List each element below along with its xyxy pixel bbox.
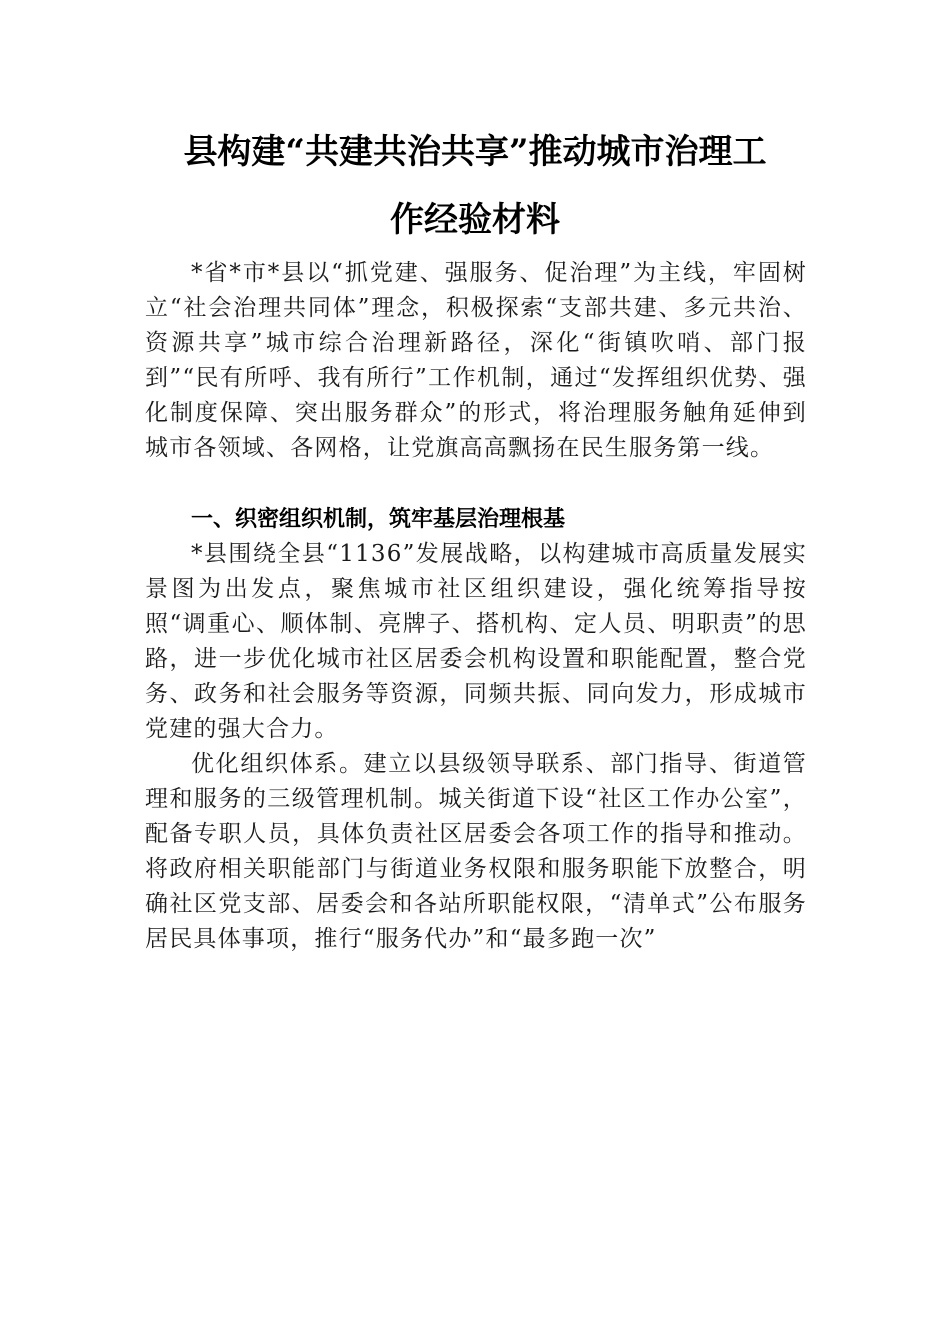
- body-paragraph: *县围绕全县“1136”发展战略，以构建城市高质量发展实景图为出发点，聚焦城市社区组织建设，强化统筹指导按照“调重心、顺体制、亮牌子、搭机构、定人员、明职责”的思路，进一步优化城市社区居委会机构设置和职能配置，整合党务、政务和社会服务等资源，同频共振、同向发力，形成城市党建的强大合力。: [145, 541, 807, 742]
- section-heading: 一、织密组织机制，筑牢基层治理根基: [191, 507, 566, 532]
- document-title-line-1: 县构建“共建共治共享”推动城市治理工: [183, 132, 767, 172]
- body-paragraph: 优化组织体系。建立以县级领导联系、部门指导、街道管理和服务的三级管理机制。城关街道下设“社区工作办公室”，配备专职人员，具体负责社区居委会各项工作的指导和推动。将政府相关职能部门与街道业务权限和服务职能下放整合，明确社区党支部、居委会和各站所职能权限，“清单式”公布服务居民具体事项，推行“服务代办”和“最多跑一次”: [145, 751, 807, 952]
- document-title-line-2: 作经验材料: [390, 200, 560, 240]
- intro-paragraph: *省*市*县以“抓党建、强服务、促治理”为主线，牢固树立“社会治理共同体”理念，积极探索“支部共建、多元共治、资源共享”城市综合治理新路径，深化“街镇吹哨、部门报到”“民有所呼、我有所行”工作机制，通过“发挥组织优势、强化制度保障、突出服务群众”的形式，将治理服务触角延伸到城市各领域、各网格，让党旗高高飘扬在民生服务第一线。: [145, 260, 807, 461]
